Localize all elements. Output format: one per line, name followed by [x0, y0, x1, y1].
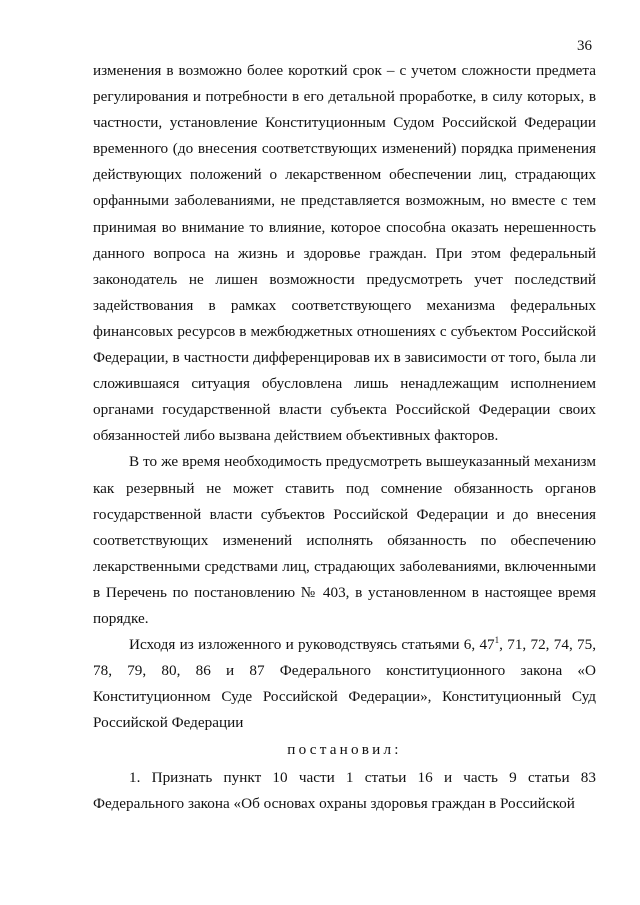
paragraph-continuation: изменения в возможно более короткий срок – с учетом сложности предмета регулирования и потребности в его детальной проработке, в силу которых, в частности, установление Конституционным Судом Российской Федерации временного (до внесения соответствующих изменений) порядка применения действующих положений о лекарственном обеспечении лиц, страдающих орфанными заболеваниями, не представляется возможным, но вместе с тем принимая во внимание то влияние, которое способна оказать нерешенность данного вопроса на жизнь и здоровье граждан. При этом федеральный законодатель не лишен возможности предусмотреть учет последствий задействования в рамках соответствующего механизма федеральных финансовых ресурсов в межбюджетных отношениях с субъектом Российской Федерации, в частности дифференцировав их в зависимости от того, была ли сложившаяся ситуация обусловлена лишь ненадлежащим исполнением органами государственной власти субъекта Российской Федерации своих обязанностей либо вызвана действием объективных факторов.: [93, 62, 596, 445]
resolution-heading: постановил:: [287, 741, 402, 759]
article-superscript: 1: [494, 635, 500, 645]
document-body: [93, 58, 596, 817]
paragraph-resolution-item-1: 1. Признать пункт 10 части 1 статьи 16 и часть 9 статьи 83 Федерального закона «Об основах охраны здоровья граждан в Российской: [93, 768, 596, 812]
paragraph-mechanism: В то же время необходимость предусмотреть вышеуказанный механизм как резервный не может ставить под сомнение обязанность органов государственной власти субъектов Российской Федерации и до внесения соответствующих изменений исполнять обязанность по обеспечению лекарственными средствами лиц, страдающих заболеваниями, включенными в Перечень по постановлению № 403, в установленном в настоящее время порядке.: [93, 453, 596, 627]
page-number: 36: [577, 38, 592, 54]
legal-basis-text-start: Исходя из изложенного и руководствуясь статьями 6, 47: [129, 636, 495, 654]
legal-basis-text-end: , 71, 72, 74, 75, 78, 79, 80, 86 и 87 Федерального конституционного закона «О Конституционном Суде Российской Федерации», Конституционный Суд Российской Федерации: [93, 636, 596, 732]
paragraph-legal-basis: [93, 632, 596, 736]
